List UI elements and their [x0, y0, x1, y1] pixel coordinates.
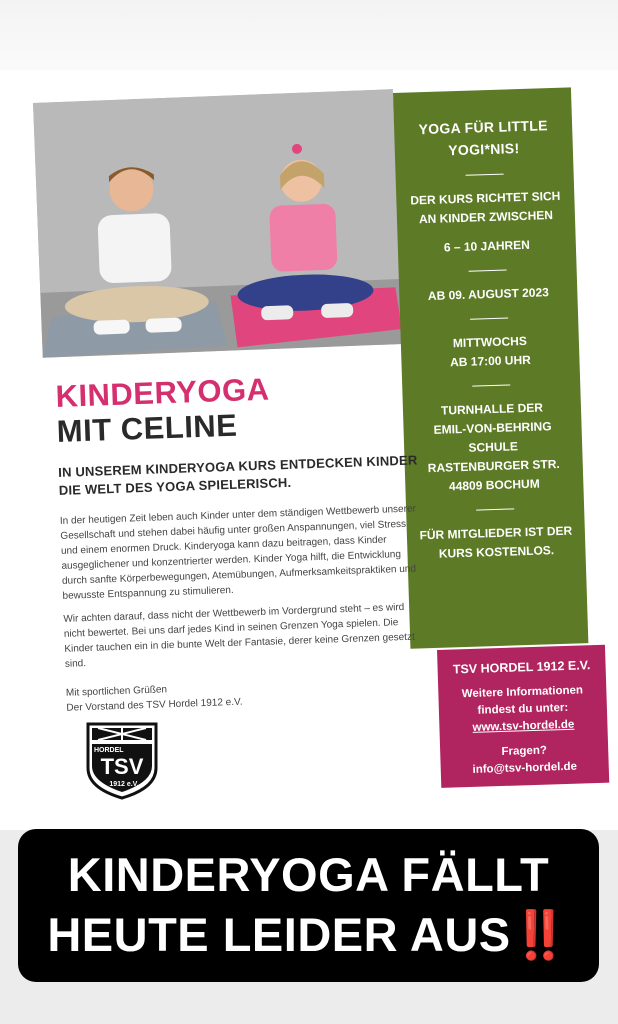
website-link[interactable]: www.tsv-hordel.de [472, 718, 575, 734]
flyer-text-column [55, 367, 427, 715]
members-free-note: FÜR MITGLIEDER IST DER KURS KOSTENLOS. [419, 523, 573, 561]
flyer-signature: Der Vorstand des TSV Hordel 1912 e.V. [66, 696, 243, 714]
flyer-greeting: Mit sportlichen Grüßen [65, 684, 168, 699]
course-info-panel [393, 87, 588, 648]
contact-panel [437, 645, 609, 788]
flyer-title: KINDERYOGA [54, 371, 271, 414]
divider [476, 508, 514, 510]
divider [466, 174, 504, 176]
tsv-hordel-logo [84, 718, 160, 800]
age-range: 6 – 10 JAHREN [443, 237, 531, 255]
flyer-paragraph-2: Wir achten darauf, dass nicht der Wettbewerb im Vordergrund steht – es wird nicht bewertet. Bei uns darf jedes Kind in seinen Grenzen Yoga spielen. Die Kinder tauchen ein in die bunte Welt der Fantasie, derer keine Grenzen gesetzt sind. [63, 601, 415, 670]
flyer-paragraph-1: In der heutigen Zeit leben auch Kinder unter dem ständigen Wettbewerb unserer Gesellschaft und stehen dabei häufig unter großen Anspannungen, viel Stress und einem enormen Druck. Kinderyoga kann dazu beitragen, dass Kinder ausgeglichener und konzentrierter werden. Kinder Yoga hilft, die Entwicklung durch sanfte Körperbewegungen, Atemübungen, Aufmerksamkeitspraktiken und bewusste Entspannung zu stimulieren. [59, 503, 417, 602]
course-time: AB 17:00 UHR [449, 352, 532, 370]
course-day: MITTWOCHS [452, 333, 528, 351]
course-audience: DER KURS RICHTET SICH AN KINDER ZWISCHEN [410, 188, 561, 227]
kids-yoga-photo [33, 89, 403, 358]
banner-line-2-wrap [18, 905, 599, 965]
start-date: AB 09. AUGUST 2023 [427, 285, 550, 303]
city-address: 44809 BOCHUM [448, 476, 540, 494]
course-heading: YOGA FÜR LITTLE YOGI*NIS! [418, 117, 548, 159]
location-line-2: EMIL-VON-BEHRING [433, 419, 552, 437]
divider [469, 270, 507, 272]
logo-year-text: 1912 e.V. [109, 781, 139, 788]
street-address: RASTENBURGER STR. [427, 456, 560, 476]
double-exclamation-icon: ‼️ [510, 908, 570, 961]
email-link[interactable]: info@tsv-hordel.de [472, 760, 578, 776]
logo-main-text: TSV [100, 754, 144, 779]
divider [472, 384, 510, 386]
banner-line-2: HEUTE LEIDER AUS [47, 908, 511, 961]
location-line-1: TURNHALLE DER [440, 400, 544, 418]
location-line-3: SCHULE [468, 439, 519, 455]
flyer-lead: IN UNSEREM KINDERYOGA KURS ENTDECKEN KINDER DIE WELT DES YOGA SPIELERISCH. [57, 452, 418, 498]
more-info-text: Weitere Informationen findest du unter: [461, 684, 584, 717]
flyer-subtitle: MIT CELINE [56, 407, 238, 449]
club-name: TSV HORDEL 1912 E.V. [452, 658, 591, 677]
banner-line-1: KINDERYOGA FÄLLT [67, 848, 550, 901]
logo-top-text: HORDEL [94, 747, 124, 754]
cancellation-banner [18, 829, 599, 982]
divider [470, 317, 508, 319]
questions-label: Fragen? [501, 744, 548, 759]
